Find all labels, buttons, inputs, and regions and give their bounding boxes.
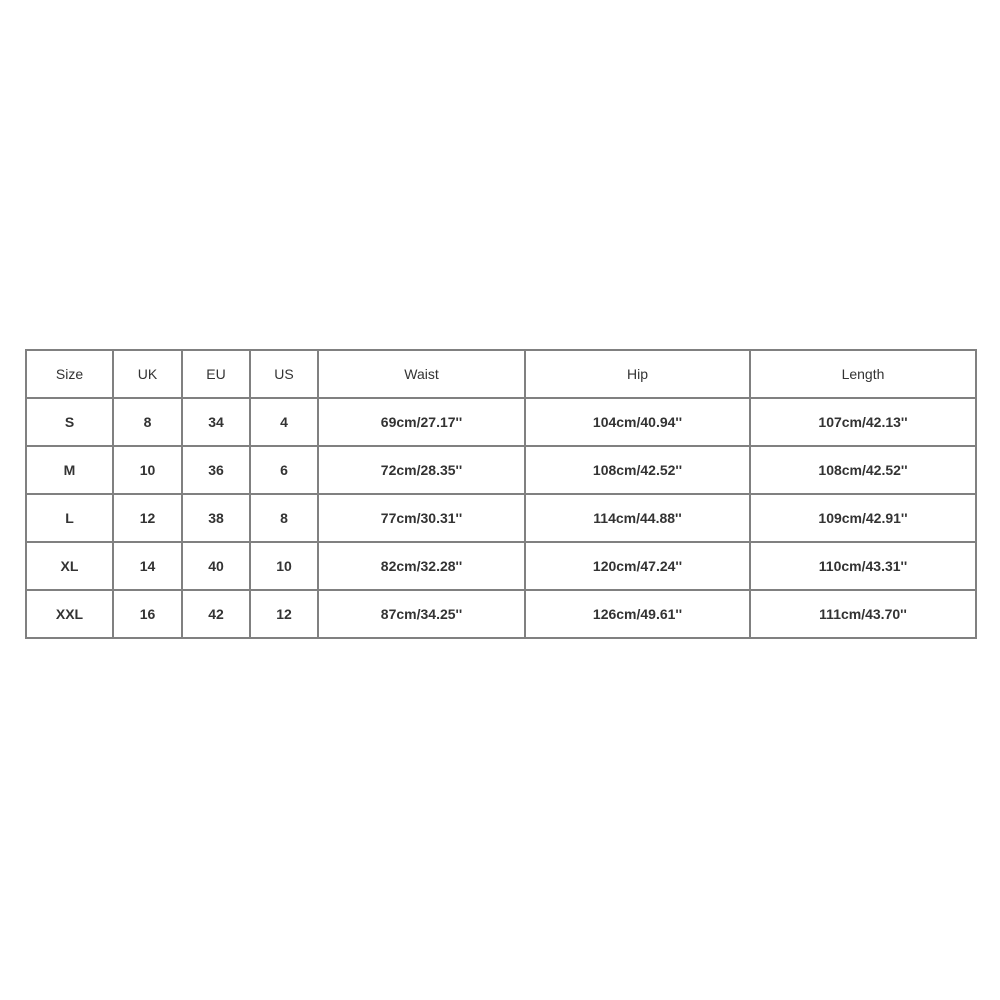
cell-eu: 34 — [182, 398, 250, 446]
table-row — [26, 446, 976, 494]
header-hip: Hip — [525, 350, 750, 398]
header-waist: Waist — [318, 350, 525, 398]
header-length: Length — [750, 350, 976, 398]
cell-size: M — [26, 446, 113, 494]
cell-uk: 8 — [113, 398, 182, 446]
header-us: US — [250, 350, 318, 398]
cell-waist: 69cm/27.17'' — [318, 398, 525, 446]
cell-size: XXL — [26, 590, 113, 638]
cell-us: 12 — [250, 590, 318, 638]
cell-length: 108cm/42.52'' — [750, 446, 976, 494]
cell-size: L — [26, 494, 113, 542]
table-row — [26, 590, 976, 638]
cell-uk: 10 — [113, 446, 182, 494]
cell-uk: 14 — [113, 542, 182, 590]
cell-waist: 72cm/28.35'' — [318, 446, 525, 494]
cell-hip: 108cm/42.52'' — [525, 446, 750, 494]
cell-waist: 82cm/32.28'' — [318, 542, 525, 590]
cell-uk: 16 — [113, 590, 182, 638]
cell-length: 107cm/42.13'' — [750, 398, 976, 446]
cell-waist: 77cm/30.31'' — [318, 494, 525, 542]
cell-eu: 38 — [182, 494, 250, 542]
header-eu: EU — [182, 350, 250, 398]
header-uk: UK — [113, 350, 182, 398]
table-header-row — [26, 350, 976, 398]
cell-us: 6 — [250, 446, 318, 494]
table-row — [26, 542, 976, 590]
cell-hip: 114cm/44.88'' — [525, 494, 750, 542]
table-row — [26, 494, 976, 542]
cell-waist: 87cm/34.25'' — [318, 590, 525, 638]
cell-length: 110cm/43.31'' — [750, 542, 976, 590]
cell-us: 4 — [250, 398, 318, 446]
cell-hip: 104cm/40.94'' — [525, 398, 750, 446]
table-row — [26, 398, 976, 446]
cell-us: 10 — [250, 542, 318, 590]
cell-length: 109cm/42.91'' — [750, 494, 976, 542]
size-chart-table — [25, 349, 977, 639]
cell-eu: 40 — [182, 542, 250, 590]
cell-hip: 120cm/47.24'' — [525, 542, 750, 590]
cell-size: S — [26, 398, 113, 446]
header-size: Size — [26, 350, 113, 398]
cell-size: XL — [26, 542, 113, 590]
cell-length: 111cm/43.70'' — [750, 590, 976, 638]
cell-us: 8 — [250, 494, 318, 542]
cell-hip: 126cm/49.61'' — [525, 590, 750, 638]
cell-uk: 12 — [113, 494, 182, 542]
cell-eu: 42 — [182, 590, 250, 638]
cell-eu: 36 — [182, 446, 250, 494]
